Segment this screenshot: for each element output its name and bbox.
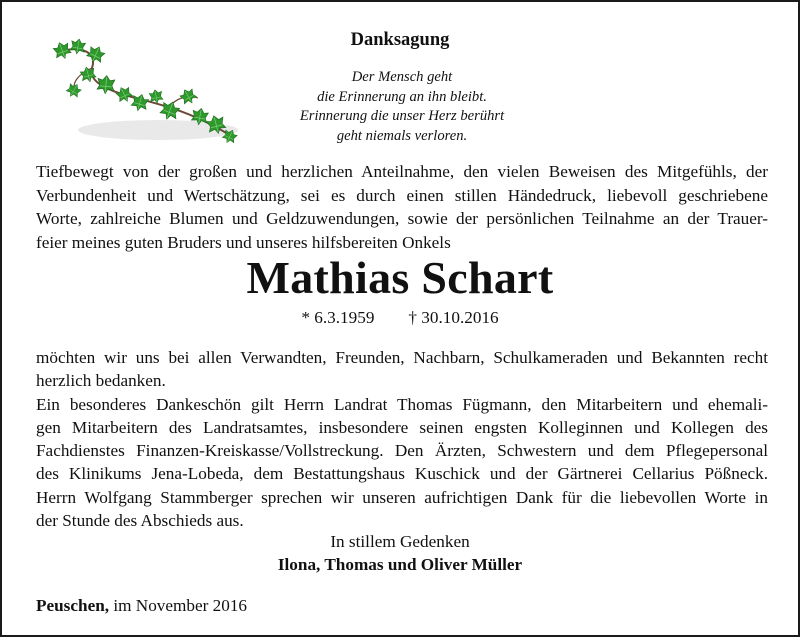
poem-line: Erinnerung die unser Herz berührt — [299, 108, 505, 124]
paragraph-line: Verbundenheit und Wertschätzung, sei es durch einen stillen Händedruck, liebevoll geschriebene — [36, 185, 768, 205]
paragraph-line: herzlich bedanken. — [36, 371, 166, 391]
signers: Ilona, Thomas und Oliver Müller — [277, 555, 523, 574]
death-date: † 30.10.2016 — [408, 308, 499, 327]
life-dates — [2, 306, 798, 329]
closing-block — [2, 530, 798, 576]
paragraph-line: der Stunde des Abschieds aus. — [36, 511, 244, 531]
poem-line: geht niemals verloren. — [336, 127, 468, 144]
paragraph-line: des Klinikums Jena-Lobeda, dem Bestattungshaus Kuschick und der Gärtnerei Cellarius Pößneck. — [36, 464, 768, 484]
intro-paragraph — [36, 160, 768, 254]
poem — [252, 68, 552, 146]
paragraph-line: Fachdienstes Finanzen-Kreiskasse/Vollstreckung. Den Ärzten, Schwestern und dem Pflegepersonal — [36, 441, 768, 461]
ivy-branch-icon — [48, 38, 238, 148]
paragraph-line: Ein besonderes Dankeschön gilt Herrn Landrat Thomas Fügmann, den Mitarbeitern und ehemali- — [36, 394, 768, 414]
poem-line: die Erinnerung an ihn bleibt. — [317, 88, 487, 105]
birth-date: * 6.3.1959 — [301, 308, 375, 327]
closing-phrase: In stillem Gedenken — [330, 532, 470, 551]
poem-line: Der Mensch geht — [351, 69, 453, 85]
place: Peuschen, — [36, 596, 110, 615]
paragraph-line: möchten wir uns bei allen Verwandten, Freunden, Nachbarn, Schulkameraden und Bekannten recht — [36, 348, 768, 367]
heading: Danksagung — [350, 30, 450, 50]
place-date — [36, 594, 247, 617]
paragraph-line: Herrn Wolfgang Stammberger sprechen wir unseren aufrichtigen Dank für die liebevollen Worte in — [36, 487, 768, 507]
paragraph-line: feier meines guten Bruders und unseres hilfsbereiten Onkels — [36, 232, 451, 252]
paragraph-line: Tiefbewegt von der großen und herzlichen Anteilnahme, den vielen Beweisen des Mitgefühls, der — [36, 162, 768, 181]
paragraph-line: Worte, zahlreiche Blumen und Geldzuwendungen, sowie der persönlichen Teilnahme an der Trauer- — [36, 209, 768, 228]
date: im November 2016 — [113, 596, 248, 615]
deceased-name: Mathias Schart — [246, 252, 554, 303]
paragraph-line: gen Mitarbeitern des Landratsamtes, insbesondere seinen engsten Kolleginnen und Kollegen des — [36, 417, 768, 437]
thanks-paragraph — [36, 346, 768, 532]
